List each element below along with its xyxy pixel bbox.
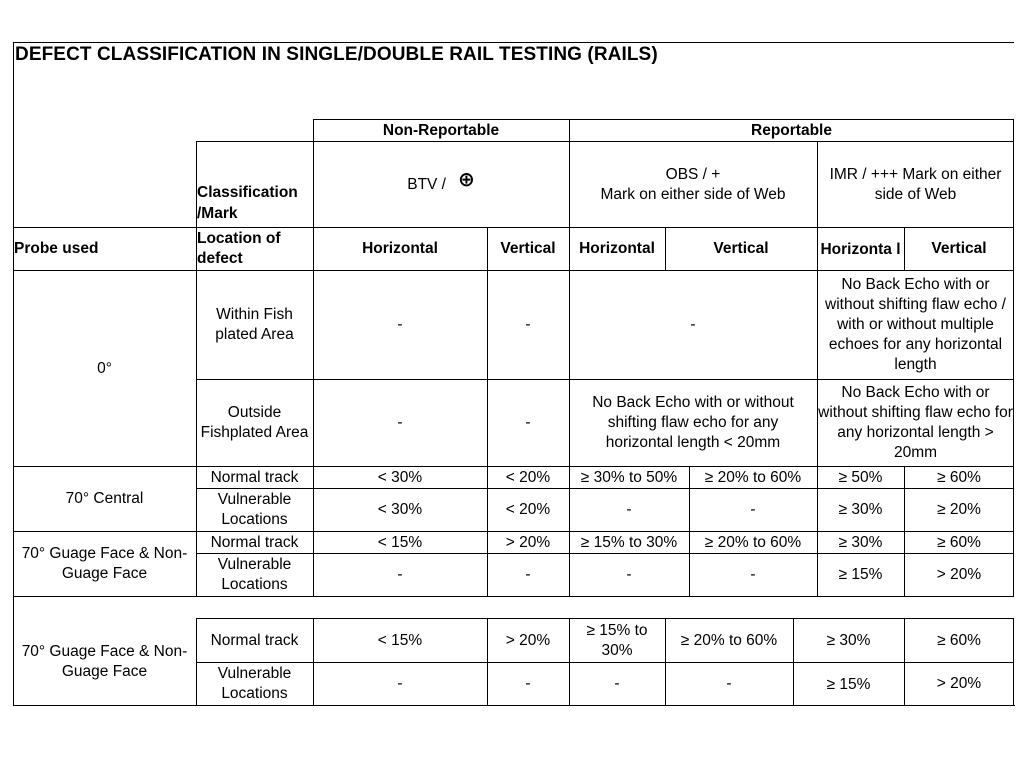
location-outside-fishplated: Outside Fishplated Area — [200, 404, 309, 441]
obs-horizontal-header: Horizontal — [579, 240, 655, 257]
cell-value: - — [397, 675, 403, 692]
cell-value: < 30% — [377, 501, 423, 518]
cell-value: No Back Echo with or without shifting flaw echo for any horizontal length > 20mm — [818, 384, 1013, 461]
cell-value: - — [397, 414, 403, 431]
cell-value: ≥ 15% to 30% — [580, 533, 678, 551]
btv-vertical-header: Vertical — [500, 240, 556, 257]
page-title: DEFECT CLASSIFICATION IN SINGLE/DOUBLE RAIL TESTING (RAILS) — [15, 44, 658, 65]
cell-value: - — [750, 501, 756, 518]
cell-value: - — [397, 566, 403, 583]
location-header: Location of defect — [197, 230, 281, 267]
cell-value: ≥ 60% — [937, 631, 981, 649]
cell-value: ≥ 50% — [838, 468, 883, 486]
cell-value: ≥ 30% — [826, 631, 871, 649]
cell-value: ≥ 30% — [838, 533, 883, 551]
cell-value: - — [397, 316, 403, 333]
location-vulnerable: Vulnerable Locations — [217, 491, 292, 528]
location-vulnerable: Vulnerable Locations — [217, 556, 292, 593]
cell-value: < 30% — [377, 468, 423, 486]
obs-vertical-header: Vertical — [713, 240, 769, 257]
cell-value: ≥ 20% — [937, 501, 981, 518]
classification-mark-header: Classification /Mark — [197, 184, 298, 222]
reportable-header: Reportable — [751, 121, 832, 139]
cell-value: ≥ 15% — [826, 676, 871, 693]
cell-value: - — [525, 566, 531, 583]
probe-70-gauge-face: 70° Guage Face & Non-Guage Face — [21, 643, 188, 680]
cell-value: ≥ 30% — [838, 501, 883, 518]
cell-value: - — [614, 675, 620, 692]
cell-value: ≥ 20% to 60% — [704, 468, 802, 486]
btv-horizontal-header: Horizontal — [362, 240, 438, 257]
cell-value: - — [750, 566, 756, 583]
location-vulnerable: Vulnerable Locations — [217, 665, 292, 702]
cell-value: ≥ 15% to 30% — [586, 621, 648, 659]
location-within-fishplated: Within Fish plated Area — [215, 306, 294, 343]
cell-value: < 20% — [505, 501, 551, 518]
obs-label: OBS / + — [665, 165, 721, 183]
btv-mark-icon: ⊕ — [458, 168, 475, 191]
cell-value: ≥ 20% to 60% — [704, 533, 802, 551]
cell-value: - — [525, 414, 531, 431]
cell-value: > 20% — [936, 566, 982, 583]
non-reportable-header: Non-Reportable — [382, 121, 500, 139]
imr-header: IMR / +++ Mark on either side of Web — [829, 165, 1002, 203]
cell-value: ≥ 20% to 60% — [680, 631, 778, 649]
cell-value: > 20% — [936, 675, 982, 692]
cell-value: < 20% — [505, 468, 551, 486]
cell-value: < 15% — [377, 533, 423, 551]
probe-0-deg: 0° — [97, 359, 112, 377]
cell-value: ≥ 60% — [937, 533, 981, 551]
cell-value: < 15% — [377, 631, 423, 649]
grid-line — [13, 596, 1014, 597]
cell-value: - — [726, 675, 732, 692]
cell-value: > 20% — [505, 533, 551, 551]
cell-value: > 20% — [505, 631, 551, 649]
location-normal-track: Normal track — [210, 468, 299, 486]
btv-header — [313, 142, 569, 227]
cell-value: - — [626, 566, 632, 583]
cell-value: ≥ 15% — [838, 566, 883, 583]
probe-70-gauge-face: 70° Guage Face & Non-Guage Face — [21, 545, 188, 582]
obs-mark-note: Mark on either side of Web — [600, 185, 786, 203]
location-normal-track: Normal track — [210, 631, 299, 649]
cell-value: - — [626, 501, 632, 518]
imr-vertical-header: Vertical — [931, 240, 987, 257]
cell-value: No Back Echo with or without shifting flaw echo for any horizontal length < 20mm — [592, 394, 794, 451]
cell-value: - — [525, 316, 531, 333]
probe-70-central: 70° Central — [65, 490, 144, 507]
cell-value: No Back Echo with or without shifting flaw echo / with or without multiple echoes for any horizontal length — [825, 276, 1006, 373]
probe-used-header: Probe used — [14, 240, 99, 257]
location-normal-track: Normal track — [210, 533, 299, 551]
cell-value: ≥ 30% to 50% — [580, 468, 678, 486]
obs-header — [569, 142, 817, 227]
cell-value: - — [525, 675, 531, 692]
cell-value: - — [690, 316, 696, 333]
btv-label: BTV / — [407, 175, 446, 193]
imr-horizontal-header: Horizonta l — [820, 240, 901, 258]
cell-value: ≥ 60% — [937, 468, 981, 486]
